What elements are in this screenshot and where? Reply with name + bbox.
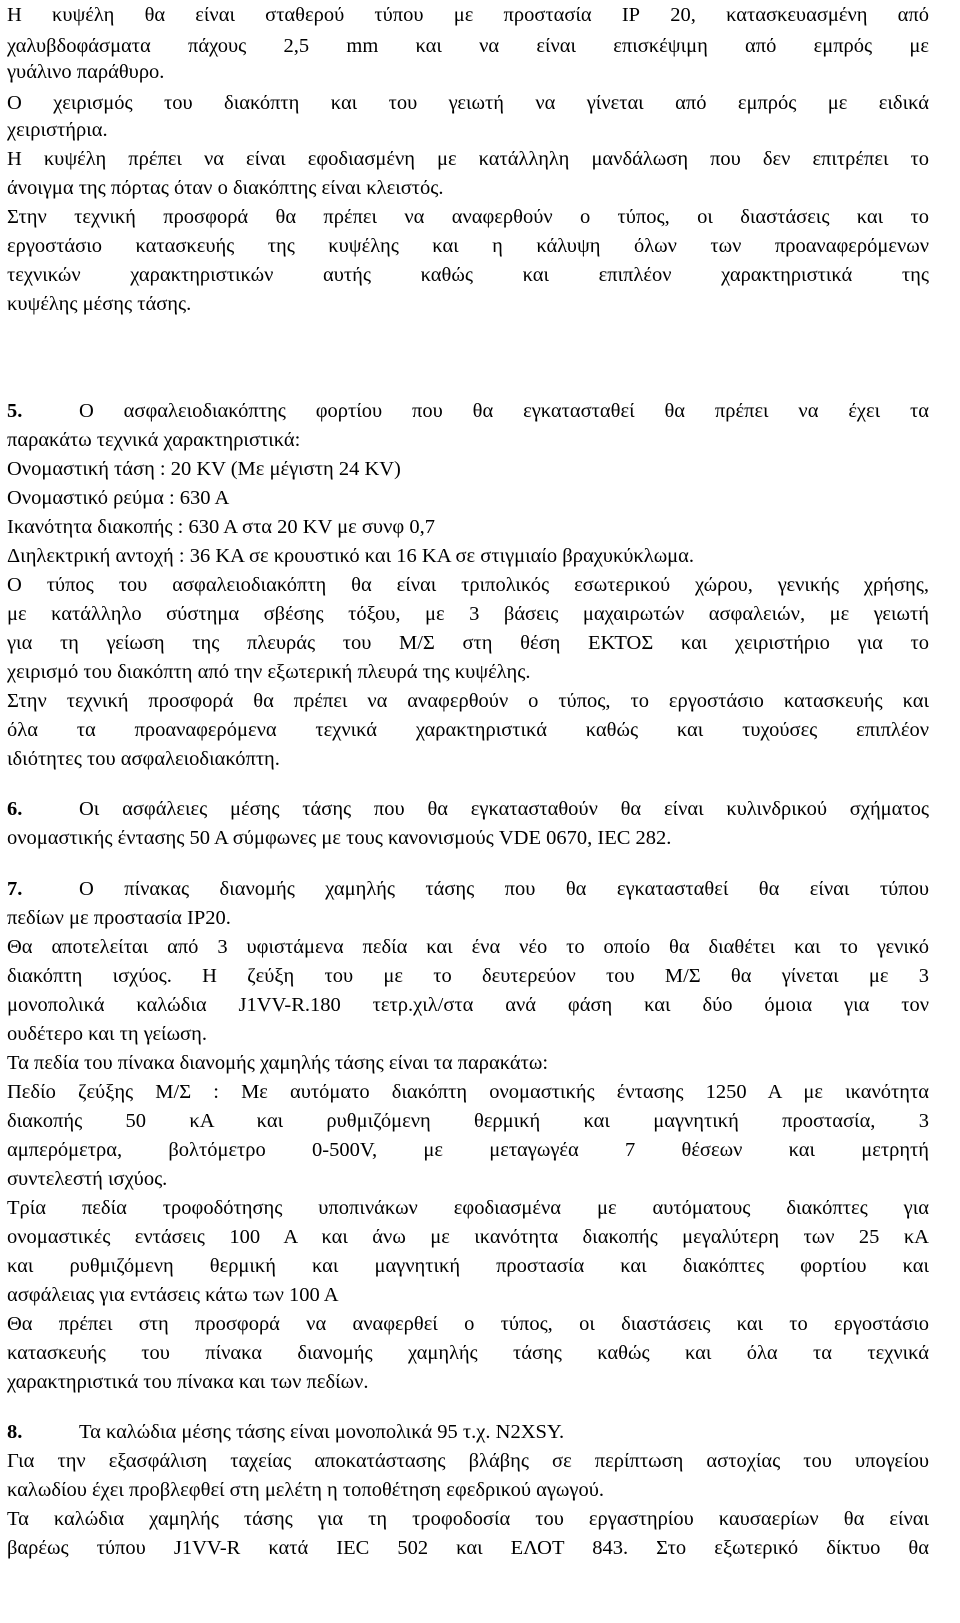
text-line: τεχνικών χαρακτηριστικών αυτής καθώς και επιπλέον χαρακτηριστικά της [7, 264, 929, 286]
section-5-heading [7, 397, 929, 425]
text-line: με κατάλληλο σύστημα σβέσης τόξου, με 3 βάσεις μαχαιρωτών ασφαλειών, με γειωτή [7, 603, 929, 625]
text-line: αμπερόμετρα, βολτόμετρο 0-500V, με μεταγωγέα 7 θέσεων και μετρητή [7, 1139, 929, 1161]
text-line: Θα αποτελείται από 3 υφιστάμενα πεδία και ένα νέο το οποίο θα διαθέτει και το γενικό [7, 936, 929, 958]
text-line: άνοιγμα της πόρτας όταν ο διακόπτης είναι κλειστός. [7, 177, 444, 199]
text-line: χαρακτηριστικά του πίνακα και των πεδίων. [7, 1371, 369, 1393]
text-line: και ρυθμιζόμενη θερμική και μαγνητική προστασία και διακόπτες φορτίου και [7, 1255, 929, 1277]
section-number: 8. [7, 1421, 23, 1443]
text-line: Ικανότητα διακοπής : 630 Α στα 20 KV με συνφ 0,7 [7, 516, 435, 538]
text-line: Για την εξασφάλιση ταχείας αποκατάστασης βλάβης σε περίπτωση αστοχίας του υπογείου [7, 1450, 929, 1472]
text-line: Θα πρέπει στη προσφορά να αναφερθεί ο τύπος, οι διαστάσεις και το εργοστάσιο [7, 1313, 929, 1335]
section-number: 6. [7, 798, 23, 820]
section-7-heading [7, 875, 929, 903]
section-text: Ο πίνακας διανομής χαμηλής τάσης που θα εγκατασταθεί θα είναι τύπου [79, 878, 929, 900]
text-line: παρακάτω τεχνικά χαρακτηριστικά: [7, 429, 301, 451]
text-line: Πεδίο ζεύξης Μ/Σ : Με αυτόματο διακόπτη ονομαστικής έντασης 1250 Α με ικανότητα [7, 1081, 929, 1103]
section-6-heading [7, 795, 929, 823]
text-line: ονομαστικής έντασης 50 Α σύμφωνες με τους κανονισμούς VDE 0670, IEC 282. [7, 827, 672, 849]
text-line: ασφάλειας για εντάσεις κάτω των 100 Α [7, 1284, 339, 1306]
text-line: Ο τύπος του ασφαλειοδιακόπτη θα είναι τριπολικός εσωτερικού χώρου, γενικής χρήσης, [7, 574, 929, 596]
text-line: Διηλεκτρική αντοχή : 36 ΚΑ σε κρουστικό και 16 ΚΑ σε στιγμιαίο βραχυκύκλωμα. [7, 545, 695, 567]
text-line: Ο χειρισμός του διακόπτη και του γειωτή να γίνεται από εμπρός με ειδικά [7, 92, 929, 114]
text-line: συντελεστή ισχύος. [7, 1168, 168, 1190]
text-line: γυάλινο παράθυρο. [7, 61, 165, 83]
text-line: Τα πεδία του πίνακα διανομής χαμηλής τάσης είναι τα παρακάτω: [7, 1052, 549, 1074]
text-line: κυψέλης μέσης τάσης. [7, 293, 192, 315]
text-line: Τα καλώδια χαμηλής τάσης για τη τροφοδοσία του εργαστηρίου καυσαερίων θα είναι [7, 1508, 929, 1530]
section-8-heading [7, 1418, 929, 1446]
text-line: βαρέως τύπου J1VV-R κατά IEC 502 και ΕΛΟΤ 843. Στο εξωτερικό δίκτυο θα [7, 1537, 929, 1559]
text-line: όλα τα προαναφερόμενα τεχνικά χαρακτηριστικά καθώς και τυχούσες επιπλέον [7, 719, 929, 741]
text-line: Η κυψέλη πρέπει να είναι εφοδιασμένη με κατάλληλη μανδάλωση που δεν επιτρέπει το [7, 148, 929, 170]
text-line: διακοπής 50 κΑ και ρυθμιζόμενη θερμική και μαγνητική προστασία, 3 [7, 1110, 929, 1132]
text-line: χειρισμό του διακόπτη από την εξωτερική πλευρά της κυψέλης. [7, 661, 531, 683]
text-line: Τρία πεδία τροφοδότησης υποπινάκων εφοδιασμένα με αυτόματους διακόπτες για [7, 1197, 929, 1219]
text-line: μονοπολικά καλώδια J1VV-R.180 τετρ.χιλ/στα ανά φάση και δύο όμοια για τον [7, 994, 929, 1016]
text-line: Ονομαστική τάση : 20 KV (Με μέγιστη 24 KV) [7, 458, 401, 480]
text-line: κατασκευής του πίνακα διανομής χαμηλής τάσης καθώς και όλα τα τεχνικά [7, 1342, 929, 1364]
text-line: ιδιότητες του ασφαλειοδιακόπτη. [7, 748, 280, 770]
text-line: ονομαστικές εντάσεις 100 Α και άνω με ικανότητα διακοπής μεγαλύτερη των 25 κΑ [7, 1226, 929, 1248]
text-line: Στην τεχνική προσφορά θα πρέπει να αναφερθούν ο τύπος, οι διαστάσεις και το [7, 206, 929, 228]
section-number: 5. [7, 400, 23, 422]
text-line: Η κυψέλη θα είναι σταθερού τύπου με προστασία ΙΡ 20, κατασκευασμένη από [7, 4, 929, 26]
section-text: Οι ασφάλειες μέσης τάσης που θα εγκατασταθούν θα είναι κυλινδρικού σχήματος [79, 798, 929, 820]
text-line: καλωδίου έχει προβλεφθεί στη μελέτη η τοποθέτηση εφεδρικού αγωγού. [7, 1479, 605, 1501]
text-line: διακόπτη ισχύος. Η ζεύξη του με το δευτερεύον του Μ/Σ θα γίνεται με 3 [7, 965, 929, 987]
text-line: Στην τεχνική προσφορά θα πρέπει να αναφερθούν ο τύπος, το εργοστάσιο κατασκευής και [7, 690, 929, 712]
text-line: πεδίων με προστασία ΙΡ20. [7, 907, 231, 929]
text-line: χειριστήρια. [7, 119, 108, 141]
section-text: Ο ασφαλειοδιακόπτης φορτίου που θα εγκατασταθεί θα πρέπει να έχει τα [79, 400, 929, 422]
text-line: Ονομαστικό ρεύμα : 630 Α [7, 487, 230, 509]
text-line: για τη γείωση της πλευράς του Μ/Σ στη θέση ΕΚΤΟΣ και χειριστήριο για το [7, 632, 929, 654]
text-line: ουδέτερο και τη γείωση. [7, 1023, 207, 1045]
text-line: χαλυβδοφάσματα πάχους 2,5 mm και να είναι επισκέψιμη από εμπρός με [7, 35, 929, 57]
section-text: Τα καλώδια μέσης τάσης είναι μονοπολικά 95 τ.χ. N2XSY. [79, 1421, 565, 1443]
text-line: εργοστάσιο κατασκευής της κυψέλης και η κάλυψη όλων των προαναφερόμενων [7, 235, 929, 257]
section-number: 7. [7, 878, 23, 900]
